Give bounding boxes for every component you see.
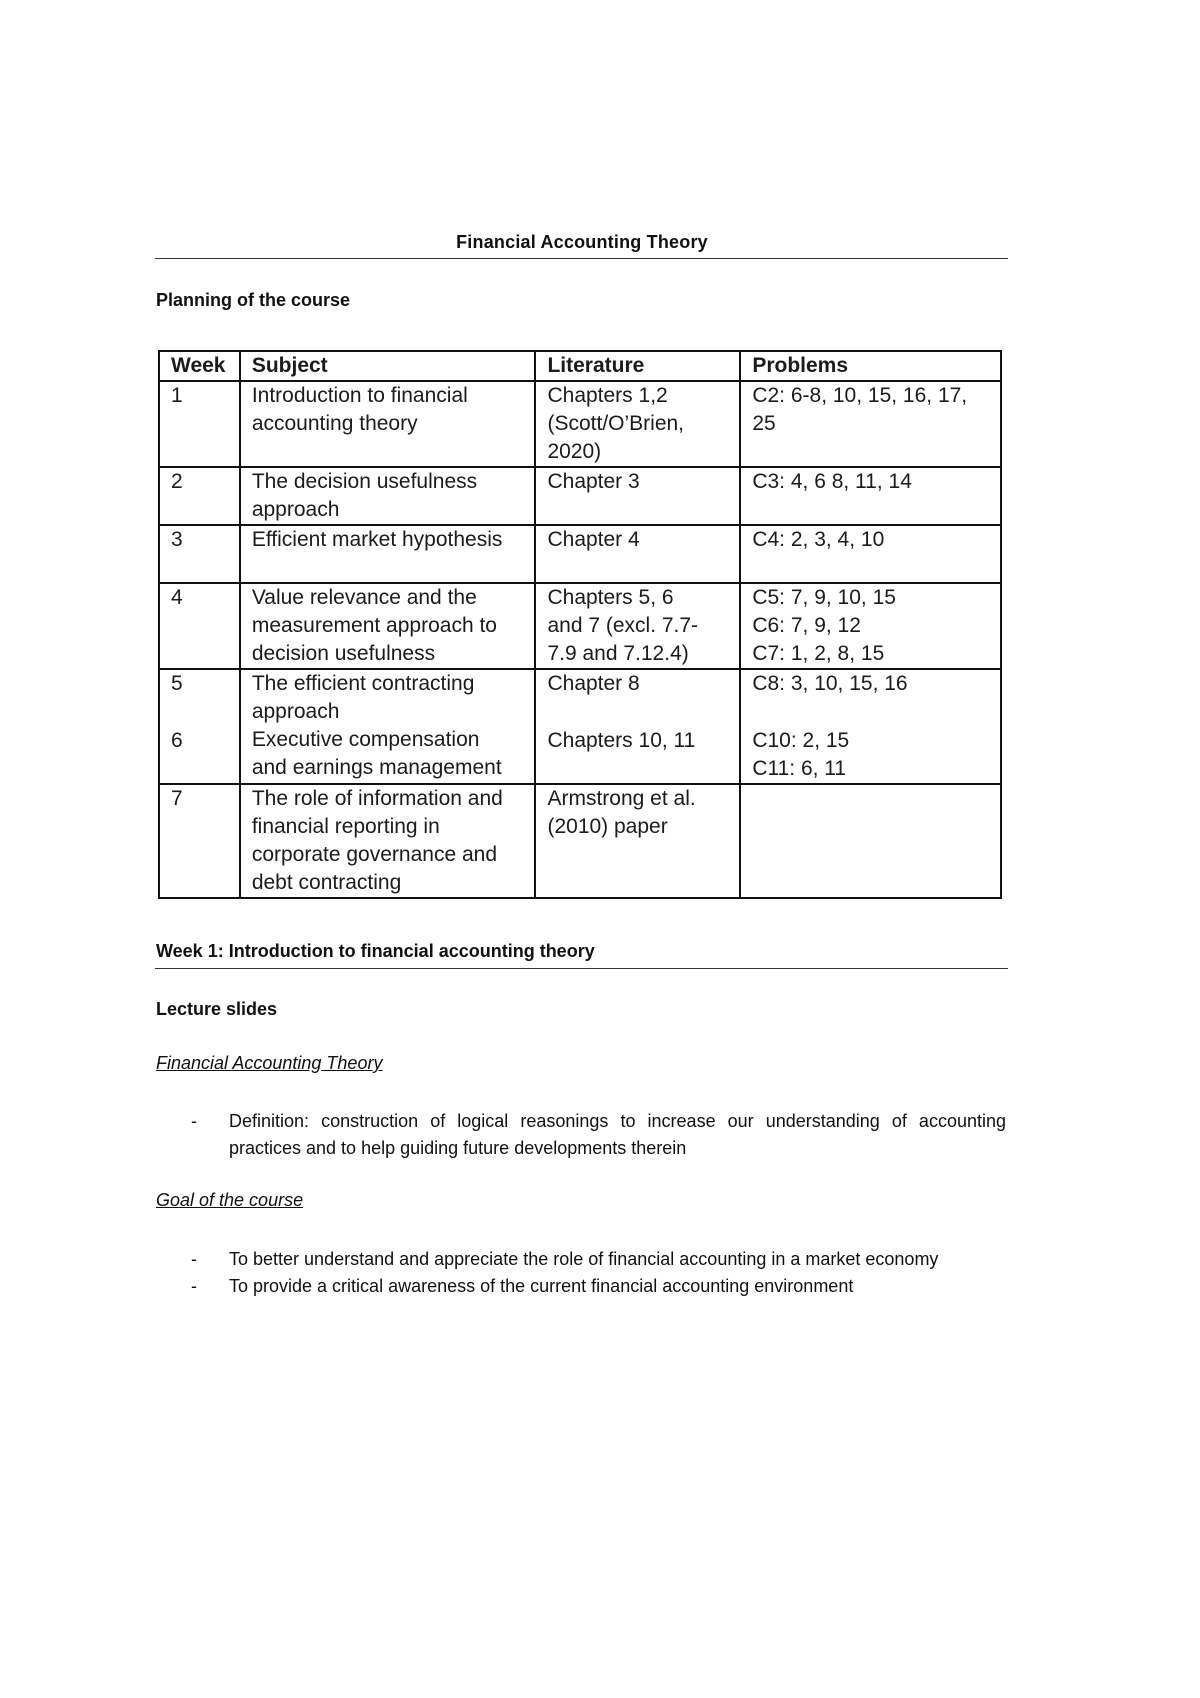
subject-line: accounting theory	[251, 412, 418, 435]
literature-cell	[535, 525, 740, 583]
problems-cell	[740, 467, 1001, 525]
section-title-financial-accounting-theory: Financial Accounting Theory	[156, 1053, 383, 1073]
problems-cell	[740, 784, 1001, 898]
list-item	[156, 1246, 1006, 1273]
table-row	[159, 525, 1001, 583]
problems-line: C11: 6, 11	[752, 757, 847, 780]
header-subject: Subject	[240, 351, 536, 381]
bullet-dash: -	[191, 1111, 197, 1131]
subject-line: Value relevance and the	[251, 586, 477, 609]
course-planning-table	[158, 350, 1002, 899]
goal-text: To better understand and appreciate the role of financial accounting in a market economy	[229, 1249, 939, 1269]
literature-line: Chapters 10, 11	[547, 729, 696, 752]
literature-line: Chapter 8	[547, 672, 640, 695]
week1-underline	[155, 968, 1008, 969]
week-cell	[159, 669, 240, 784]
cell-gap	[171, 698, 233, 727]
problems-line: C6: 7, 9, 12	[752, 614, 861, 637]
week-cell: 2	[159, 467, 240, 525]
planning-heading: Planning of the course	[156, 290, 351, 310]
table-row	[159, 583, 1001, 669]
literature-line: (Scott/O’Brien,	[547, 412, 685, 435]
subject-cell	[240, 525, 536, 583]
subject-line: The efficient contracting	[251, 672, 475, 695]
definition-list	[156, 1108, 1006, 1162]
week-cell: 1	[159, 381, 240, 467]
subject-line: Executive compensation	[251, 728, 480, 751]
literature-cell	[535, 669, 740, 784]
list-item	[156, 1273, 1006, 1300]
subject-cell	[240, 669, 536, 784]
goals-list	[156, 1246, 1006, 1300]
cell-gap	[752, 698, 994, 727]
table-row	[159, 381, 1001, 467]
lecture-slides-heading: Lecture slides	[156, 999, 278, 1019]
goal-text: To provide a critical awareness of the current financial accounting environment	[229, 1276, 854, 1296]
subject-cell	[240, 784, 536, 898]
subject-line: Efficient market hypothesis	[251, 528, 503, 551]
problems-line: C10: 2, 15	[752, 729, 850, 752]
subject-line: The role of information and	[251, 787, 503, 810]
literature-cell	[535, 467, 740, 525]
definition-text: Definition: construction of logical reasonings to increase our understanding of accounting practices and to help guiding future developments therein	[229, 1111, 1006, 1158]
problems-line: C2: 6-8, 10, 15, 16, 17,	[752, 384, 968, 407]
subject-cell	[240, 381, 536, 467]
literature-line: Chapters 5, 6	[547, 586, 674, 609]
literature-line: and 7 (excl. 7.7-	[547, 614, 699, 637]
title-underline	[155, 258, 1008, 259]
literature-line: Armstrong et al.	[547, 787, 696, 810]
header-literature: Literature	[535, 351, 740, 381]
week-number: 5	[171, 672, 183, 695]
table-row	[159, 784, 1001, 898]
week-cell: 4	[159, 583, 240, 669]
bullet-dash: -	[191, 1276, 197, 1296]
week-number: 6	[171, 729, 183, 752]
list-item	[156, 1108, 1006, 1162]
literature-cell	[535, 784, 740, 898]
literature-line: Chapters 1,2	[547, 384, 668, 407]
section-title-goal-of-the-course: Goal of the course	[156, 1190, 304, 1210]
subject-line: corporate governance and	[251, 843, 497, 866]
table-header-row	[159, 351, 1001, 381]
literature-line: Chapter 4	[547, 528, 640, 551]
subject-line: approach	[251, 498, 340, 521]
literature-line: 7.9 and 7.12.4)	[547, 642, 689, 665]
week-cell: 7	[159, 784, 240, 898]
literature-cell	[535, 381, 740, 467]
week-cell: 3	[159, 525, 240, 583]
document-title: Financial Accounting Theory	[456, 232, 708, 252]
subject-line: financial reporting in	[251, 815, 440, 838]
subject-line: measurement approach to	[251, 614, 497, 637]
subject-line: The decision usefulness	[251, 470, 478, 493]
problems-cell	[740, 525, 1001, 583]
week1-heading: Week 1: Introduction to financial accounting theory	[156, 941, 595, 961]
literature-line: Chapter 3	[547, 470, 640, 493]
problems-line: C7: 1, 2, 8, 15	[752, 642, 885, 665]
table-row	[159, 467, 1001, 525]
subject-line: Introduction to financial	[251, 384, 468, 407]
literature-cell	[535, 583, 740, 669]
problems-line: C8: 3, 10, 15, 16	[752, 672, 908, 695]
cell-gap	[547, 698, 733, 727]
subject-cell	[240, 467, 536, 525]
bullet-dash: -	[191, 1249, 197, 1269]
problems-line: C4: 2, 3, 4, 10	[752, 528, 885, 551]
problems-line: C3: 4, 6 8, 11, 14	[752, 470, 912, 493]
problems-cell	[740, 381, 1001, 467]
problems-line: 25	[752, 412, 776, 435]
table-row	[159, 669, 1001, 784]
subject-cell	[240, 583, 536, 669]
header-week: Week	[159, 351, 240, 381]
problems-line: C5: 7, 9, 10, 15	[752, 586, 896, 609]
problems-cell	[740, 669, 1001, 784]
subject-line: approach	[251, 700, 340, 723]
literature-line: 2020)	[547, 440, 602, 463]
problems-cell	[740, 583, 1001, 669]
header-problems: Problems	[740, 351, 1001, 381]
subject-line: debt contracting	[251, 871, 402, 894]
literature-line: (2010) paper	[547, 815, 668, 838]
subject-line: and earnings management	[251, 756, 502, 779]
subject-line: decision usefulness	[251, 642, 436, 665]
